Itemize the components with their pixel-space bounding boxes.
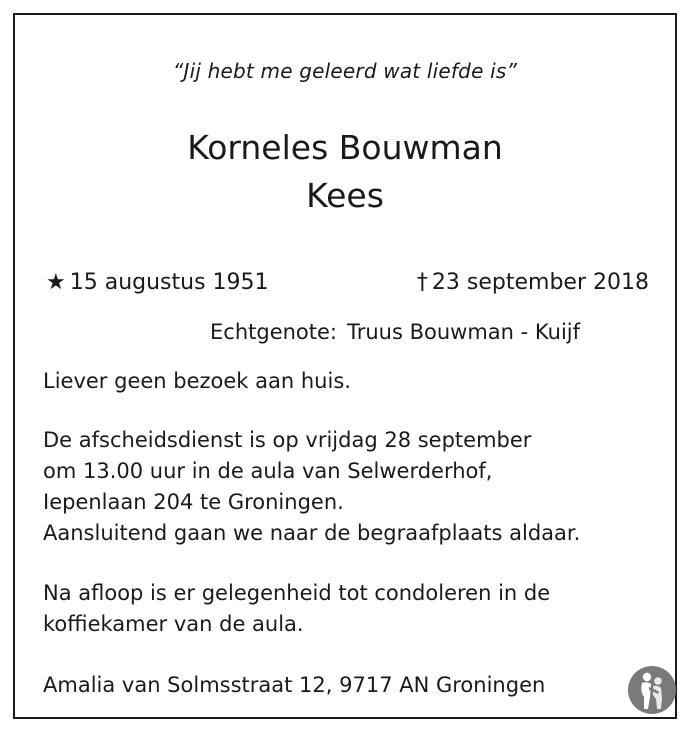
spouse-name: Truus Bouwman - Kuijf <box>347 320 581 344</box>
condolence-details <box>43 578 550 640</box>
birth-date: 15 augustus 1951 <box>69 270 269 295</box>
condolence-line: koffiekamer van de aula. <box>43 612 304 636</box>
condolence-line: Na afloop is er gelegenheid tot condoleren in de <box>43 581 551 605</box>
deceased-full-name: Korneles Bouwman <box>187 128 503 167</box>
service-line: Iepenlaan 204 te Groningen. <box>43 490 344 514</box>
spouse-label: Echtgenote: <box>210 320 337 344</box>
death-date-line <box>417 270 649 295</box>
service-line: om 13.00 uur in de aula van Selwerderhof, <box>43 459 493 483</box>
service-line: De afscheidsdienst is op vrijdag 28 september <box>43 428 532 452</box>
death-date: 23 september 2018 <box>431 270 649 295</box>
star-icon: ★ <box>46 270 66 295</box>
service-details <box>43 425 580 549</box>
cross-icon: † <box>416 270 428 295</box>
comforting-figures-logo-icon <box>627 665 677 715</box>
birth-date-line <box>46 270 269 295</box>
service-line: Aansluitend gaan we naar de begraafplaats aldaar. <box>43 521 581 545</box>
deceased-nickname: Kees <box>306 176 384 215</box>
visit-note: Liever geen bezoek aan huis. <box>43 369 351 393</box>
address: Amalia van Solmsstraat 12, 9717 AN Groningen <box>43 673 546 697</box>
quote: “Jij hebt me geleerd wat liefde is” <box>172 59 518 83</box>
death-notice-card <box>13 13 677 719</box>
spouse-line <box>210 320 580 344</box>
